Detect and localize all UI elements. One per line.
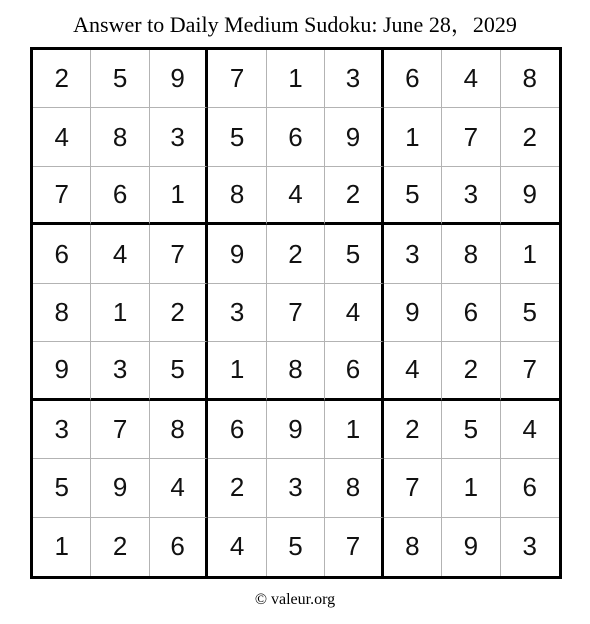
sudoku-cell-r9-c1[interactable]: 1 [33, 518, 91, 576]
sudoku-cell-r8-c9[interactable]: 6 [501, 459, 559, 517]
sudoku-cell-r6-c8[interactable]: 2 [442, 342, 500, 400]
sudoku-cell-r1-c2[interactable]: 5 [91, 50, 149, 108]
sudoku-cell-r1-c5[interactable]: 1 [267, 50, 325, 108]
sudoku-cell-r9-c4[interactable]: 4 [208, 518, 266, 576]
sudoku-board [30, 47, 562, 579]
sudoku-cell-r3-c1[interactable]: 7 [33, 167, 91, 225]
sudoku-cell-r5-c2[interactable]: 1 [91, 284, 149, 342]
sudoku-cell-r4-c1[interactable]: 6 [33, 225, 91, 283]
sudoku-cell-r1-c7[interactable]: 6 [384, 50, 442, 108]
sudoku-cell-r3-c4[interactable]: 8 [208, 167, 266, 225]
sudoku-cell-r1-c6[interactable]: 3 [325, 50, 383, 108]
copyright-symbol: © [254, 591, 267, 608]
sudoku-cell-r4-c8[interactable]: 8 [442, 225, 500, 283]
sudoku-cell-r4-c4[interactable]: 9 [208, 225, 266, 283]
sudoku-cell-r1-c1[interactable]: 2 [33, 50, 91, 108]
sudoku-cell-r4-c3[interactable]: 7 [150, 225, 208, 283]
sudoku-cell-r6-c5[interactable]: 8 [267, 342, 325, 400]
sudoku-cell-r3-c7[interactable]: 5 [384, 167, 442, 225]
sudoku-cell-r7-c3[interactable]: 8 [150, 401, 208, 459]
sudoku-cell-r7-c5[interactable]: 9 [267, 401, 325, 459]
sudoku-cell-r5-c9[interactable]: 5 [501, 284, 559, 342]
sudoku-cell-r8-c4[interactable]: 2 [208, 459, 266, 517]
sudoku-cell-r8-c7[interactable]: 7 [384, 459, 442, 517]
sudoku-cell-r7-c8[interactable]: 5 [442, 401, 500, 459]
sudoku-cell-r6-c3[interactable]: 5 [150, 342, 208, 400]
sudoku-cell-r5-c3[interactable]: 2 [150, 284, 208, 342]
sudoku-cell-r6-c1[interactable]: 9 [33, 342, 91, 400]
sudoku-cell-r4-c5[interactable]: 2 [267, 225, 325, 283]
sudoku-cell-r8-c5[interactable]: 3 [267, 459, 325, 517]
sudoku-cell-r9-c7[interactable]: 8 [384, 518, 442, 576]
sudoku-cell-r9-c5[interactable]: 5 [267, 518, 325, 576]
sudoku-cell-r1-c8[interactable]: 4 [442, 50, 500, 108]
sudoku-cell-r5-c8[interactable]: 6 [442, 284, 500, 342]
sudoku-cell-r4-c2[interactable]: 4 [91, 225, 149, 283]
sudoku-cell-r9-c6[interactable]: 7 [325, 518, 383, 576]
sudoku-cell-r8-c3[interactable]: 4 [150, 459, 208, 517]
sudoku-cell-r8-c1[interactable]: 5 [33, 459, 91, 517]
sudoku-cell-r7-c1[interactable]: 3 [33, 401, 91, 459]
sudoku-cell-r3-c6[interactable]: 2 [325, 167, 383, 225]
sudoku-cell-r6-c9[interactable]: 7 [501, 342, 559, 400]
sudoku-cell-r3-c2[interactable]: 6 [91, 167, 149, 225]
sudoku-cell-r3-c3[interactable]: 1 [150, 167, 208, 225]
sudoku-cell-r8-c2[interactable]: 9 [91, 459, 149, 517]
sudoku-cell-r1-c9[interactable]: 8 [501, 50, 559, 108]
sudoku-cell-r6-c2[interactable]: 3 [91, 342, 149, 400]
sudoku-cell-r6-c7[interactable]: 4 [384, 342, 442, 400]
sudoku-cell-r2-c8[interactable]: 7 [442, 108, 500, 166]
sudoku-cell-r5-c6[interactable]: 4 [325, 284, 383, 342]
sudoku-cell-r9-c9[interactable]: 3 [501, 518, 559, 576]
sudoku-cell-r2-c9[interactable]: 2 [501, 108, 559, 166]
sudoku-cell-r5-c1[interactable]: 8 [33, 284, 91, 342]
sudoku-cell-r2-c7[interactable]: 1 [384, 108, 442, 166]
sudoku-cell-r6-c6[interactable]: 6 [325, 342, 383, 400]
site-link[interactable]: valeur.org [271, 591, 336, 608]
footer-credit [0, 588, 590, 612]
sudoku-cell-r4-c6[interactable]: 5 [325, 225, 383, 283]
sudoku-cell-r7-c4[interactable]: 6 [208, 401, 266, 459]
sudoku-cell-r3-c5[interactable]: 4 [267, 167, 325, 225]
sudoku-cell-r8-c8[interactable]: 1 [442, 459, 500, 517]
sudoku-cell-r7-c9[interactable]: 4 [501, 401, 559, 459]
page-title: Answer to Daily Medium Sudoku: June 28，2029 [73, 12, 517, 37]
sudoku-cell-r3-c8[interactable]: 3 [442, 167, 500, 225]
sudoku-cell-r5-c7[interactable]: 9 [384, 284, 442, 342]
sudoku-cell-r2-c6[interactable]: 9 [325, 108, 383, 166]
sudoku-cell-r9-c8[interactable]: 9 [442, 518, 500, 576]
sudoku-cell-r2-c5[interactable]: 6 [267, 108, 325, 166]
sudoku-cell-r2-c4[interactable]: 5 [208, 108, 266, 166]
sudoku-cell-r7-c6[interactable]: 1 [325, 401, 383, 459]
sudoku-cell-r6-c4[interactable]: 1 [208, 342, 266, 400]
sudoku-cell-r2-c2[interactable]: 8 [91, 108, 149, 166]
sudoku-cell-r1-c3[interactable]: 9 [150, 50, 208, 108]
sudoku-cell-r5-c5[interactable]: 7 [267, 284, 325, 342]
sudoku-cell-r7-c7[interactable]: 2 [384, 401, 442, 459]
sudoku-cell-r9-c3[interactable]: 6 [150, 518, 208, 576]
sudoku-grid [33, 50, 559, 576]
sudoku-cell-r7-c2[interactable]: 7 [91, 401, 149, 459]
sudoku-cell-r9-c2[interactable]: 2 [91, 518, 149, 576]
sudoku-cell-r4-c9[interactable]: 1 [501, 225, 559, 283]
sudoku-cell-r1-c4[interactable]: 7 [208, 50, 266, 108]
sudoku-cell-r8-c6[interactable]: 8 [325, 459, 383, 517]
sudoku-cell-r2-c1[interactable]: 4 [33, 108, 91, 166]
sudoku-cell-r2-c3[interactable]: 3 [150, 108, 208, 166]
sudoku-cell-r3-c9[interactable]: 9 [501, 167, 559, 225]
sudoku-cell-r5-c4[interactable]: 3 [208, 284, 266, 342]
sudoku-cell-r4-c7[interactable]: 3 [384, 225, 442, 283]
